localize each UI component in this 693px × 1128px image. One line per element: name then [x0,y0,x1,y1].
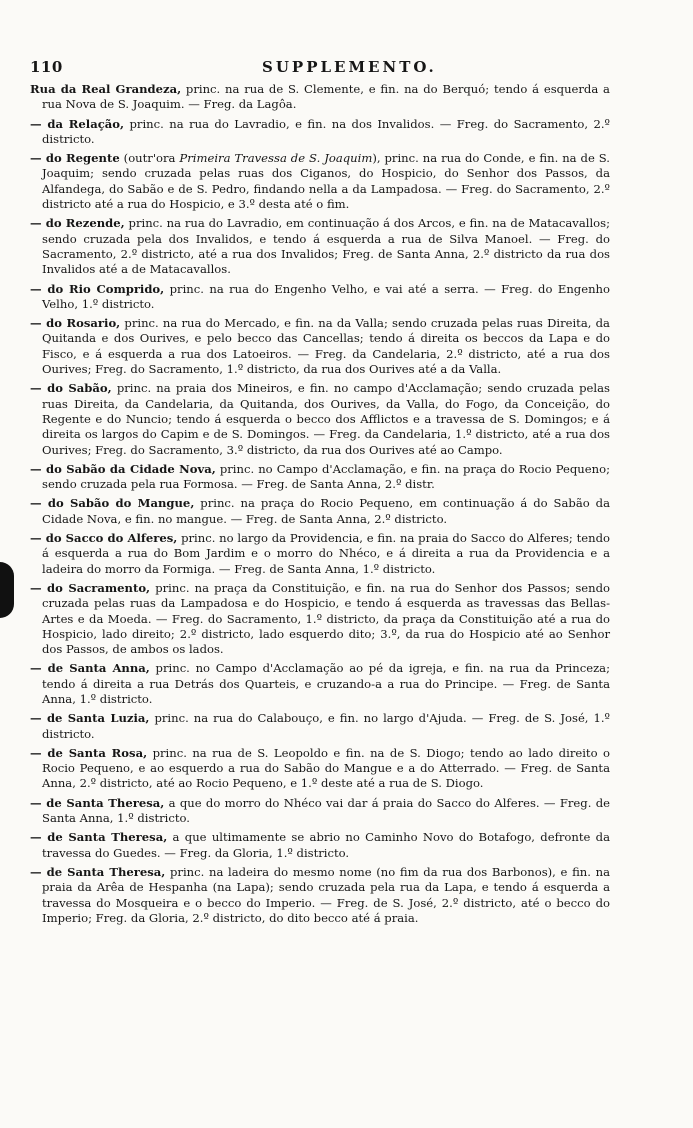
entry-description: princ. na rua de S. Clemente, e fin. na do Berquó; tendo á esquerda a rua Nova de S. Joaquim. — Freg. da Lagôa. [42,82,610,112]
street-name: do Sacramento, [47,580,151,595]
street-name: do Regente [45,151,120,166]
entry-dash: — [30,745,48,760]
entry-dash: — [30,116,48,131]
entry-dash: — [30,711,47,726]
page-header [30,58,610,80]
entry-dash: — [30,580,48,595]
street-entry [30,462,610,493]
street-name: de Santa Anna, [47,661,150,676]
street-name: do Sabão do Mangue, [47,496,195,511]
entry-dash: — [30,216,46,231]
entry-description: princ. na praça da Constituição, e fin. na rua do Senhor dos Passos; sendo cruzada pelas ruas da Lampadosa e do Hospicio, e tendo á esquerda as travessas das Bellas-Artes e da Moeda. — Freg. do Sacramento, 1.º districto, da praça da Constituição até a rua do Hospicio, lado direito; 2.º districto, lado esquerdo dito; 3.º, da rua do Hospicio até ao Senhor dos Passos, de ambos os lados. [42,580,611,657]
street-name: da Relação, [47,116,125,131]
entry-description: princ. na rua do Calabouço, e fin. no largo d'Ajuda. — Freg. de S. José, 1.º districto. [42,711,611,741]
entry-dash: — [30,151,46,166]
entry-description: princ. na praça do Rocio Pequeno, em continuação á do Sabão da Cidade Nova, e fin. no mangue. — Freg. de Santa Anna, 2.º districto. [42,496,610,526]
ink-blot [0,562,14,618]
street-name: do Sabão, [47,381,112,396]
entry-dash: — [30,496,48,511]
street-entry [30,865,610,926]
street-name: do Rosario, [46,316,121,331]
entry-description: a que ultimamente se abrio no Caminho Novo do Botafogo, defronte da travessa do Guedes. — Freg. da Gloria, 1.º districto. [42,830,611,860]
entry-dash: — [30,316,47,331]
entry-description: princ. na ladeira do mesmo nome (no fim da rua dos Barbonos), e fin. na praia da Arêa de Hespanha (na Lapa); sendo cruzada pela rua da Lapa, e tendo á esquerda a travessa do Mosqueira e o becco do Imperio. — Freg. de S. José, 2.º districto, até o becco do Imperio; Freg. da Gloria, 2.º districto, do dito becco até á praia. [42,864,610,925]
street-entry [30,282,610,313]
entry-description: princ. na praia dos Mineiros, e fin. no campo d'Acclamação; sendo cruzada pelas ruas Direita, da Candelaria, da Quitanda, dos Ourives, da Valla, do Fogo, da Conceição, do Regente e do Nuncio; tendo á esquerda o becco dos Afflictos e a travessa de S. Domingos; e á direita os largos do Capim e de S. Domingos. — Freg. da Candelaria, 1.º districto, até a rua dos Ourives; Freg. do Sacramento, 3.º districto, da rua dos Ourives até ao Campo. [42,381,610,457]
street-name: Rua da Real Grandeza, [30,82,182,96]
entry-description: princ. no Campo d'Acclamação ao pé da igreja, e fin. na rua da Princeza; tendo á direita a rua Detrás dos Quarteis, e cruzando-a a rua do Principe. — Freg. de Santa Anna, 1.º districto. [42,661,610,706]
street-entry [30,711,610,742]
entry-dash: — [30,281,48,296]
entry-dash: — [30,461,47,476]
street-entry [30,381,610,457]
page [30,58,610,930]
entry-dash: — [30,381,48,396]
street-entries-list [30,82,610,926]
street-entry [30,796,610,827]
running-title: SUPPLEMENTO. [262,58,437,76]
entry-dash: — [30,661,48,676]
street-name: do Rezende, [45,216,125,231]
street-name: de Santa Theresa, [46,864,166,879]
entry-description: princ. na rua do Lavradio, em continuação á dos Arcos, e fin. na de Matacavallos; sendo cruzada pela dos Invalidos, e tendo á esquerda a rua de Silva Manoel. — Freg. do Sacramento, 2.º districto, até a rua dos Invalidos; Freg. de Santa Anna, 2.º districto da rua dos Invalidos até a de Matacavallos. [42,216,610,277]
street-entry [30,216,610,277]
street-entry [30,82,610,113]
entry-dash: — [30,864,47,879]
entry-dash: — [30,531,46,546]
street-name: de Santa Theresa, [46,795,165,810]
entry-text-prefix: (outr'ora [119,151,180,166]
entry-description: princ. no largo da Providencia, e fin. na praia do Sacco do Alferes; tendo á esquerda a rua do Bom Jardim e o morro do Nhéco, e á direita a rua da Providencia e a ladeira do morro da Formiga. — Freg. de Santa Anna, 1.º districto. [42,531,610,576]
street-entry [30,117,610,148]
street-name: de Santa Theresa, [47,830,168,845]
entry-description: princ. na rua do Mercado, e fin. na da Valla; sendo cruzada pelas ruas Direita, da Quitanda e dos Ourives, e pelo becco das Cancellas; tendo á direita os beccos da Lapa e do Fisco, e á esquerda a rua dos Latoeiros. — Freg. da Candelaria, 2.º districto, até a rua dos Ourives; Freg. do Sacramento, 1.º districto, da rua dos Ourives até a da Valla. [42,316,610,377]
street-name: de Santa Rosa, [47,745,148,760]
entry-dash: — [30,830,48,845]
entry-dash: — [30,795,47,810]
street-name: de Santa Luzia, [46,711,150,726]
street-entry [30,316,610,377]
street-entry [30,531,610,577]
street-entry [30,746,610,792]
entry-description: princ. no Campo d'Acclamação, e fin. na praça do Rocio Pequeno; sendo cruzada pela rua Formosa. — Freg. de Santa Anna, 2.º distr. [42,461,610,492]
street-name: do Sacco do Alferes, [45,531,178,546]
street-name: do Rio Comprido, [47,281,165,296]
street-name: do Sabão da Cidade Nova, [46,461,216,476]
entry-description: princ. na rua do Lavradio, e fin. na dos Invalidos. — Freg. do Sacramento, 2.º districto. [42,116,610,146]
page-number: 110 [30,58,63,76]
street-entry [30,151,610,212]
former-street-name: Primeira Travessa de S. Joaquim [179,151,373,166]
entry-description: a que do morro do Nhéco vai dar á praia do Sacco do Alferes. — Freg. de Santa Anna, 1.º districto. [42,795,610,826]
entry-description: ), princ. na rua do Conde, e fin. na de S. Joaquim; sendo cruzada pelas ruas dos Ciganos, do Hospicio, do Senhor dos Passos, da Alfandega, do Sabão e de S. Pedro, findando nella a da Lampadosa. — Freg. do Sacramento, 2.º districto até a rua do Hospicio, e 3.º desta até o fim. [42,151,610,212]
street-entry [30,830,610,861]
entry-description: princ. na rua do Engenho Velho, e vai até a serra. — Freg. do Engenho Velho, 1.º districto. [42,281,610,311]
entry-description: princ. na rua de S. Leopoldo e fin. na de S. Diogo; tendo ao lado direito o Rocio Pequeno, e ao esquerdo a rua do Sabão do Mangue e a do Atterrado. — Freg. de Santa Anna, 2.º districto, até ao Rocio Pequeno, e 1.º deste até a rua de S. Diogo. [42,745,610,791]
street-entry [30,661,610,707]
street-entry [30,496,610,527]
street-entry [30,581,610,657]
